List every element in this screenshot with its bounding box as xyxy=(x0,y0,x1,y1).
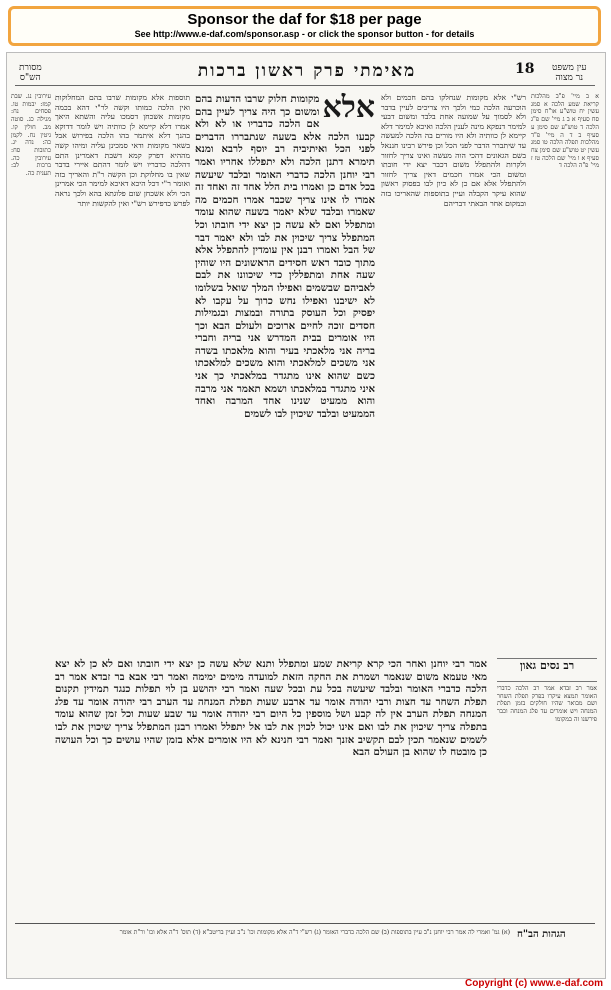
main-text-column xyxy=(195,93,375,653)
footer-rule xyxy=(15,923,595,924)
rav-nissim-column xyxy=(497,685,597,920)
rav-nissim-title: רב נסים גאון xyxy=(497,658,597,682)
page-number: 18 xyxy=(515,61,535,77)
lower-body-text: אמר רבי יוחנן ואחר הכי קרא קריאת שמע ומתפלל ותנא שלא עשה כן יצא ידי חובתו ואם לא כן לא יצא מאי טעמא משום שנאמר ושמרת את החקה הזאת למועדה מימים ימימה ואמר רבי אבא בר זבדא אמר רב הלכה כדברי האומר ובלבד שיעשה בכל עת ובכל שעה ואמר רבי יהושע בן לוי תפלות כנגד תמידין תקנום תפלת השחר עד חצות ורבי יהודה אומר עד ארבע שעות תפלת המנחה עד הערב רבי יהודה אומר עד פלג המנחה תפלת הערב אין לה קבע ושל מוספין כל היום רבי יהודה אומר עד שבע שעות וכל זמן שהוא עומד בתפלה צריך שיכוין את לבו ואם אינו יכול לכוין את לבו אל יתפלל ואמרו רבנן המתפלל צריך שיכוין את לבו לשמים שנאמר תכין לבם תקשיב אזנך ואמר רבי חנינא לא היו אומרים אלא בזמן שהיו עושים כך וכל העושה כן מובטח לו שהוא בן העולם הבא xyxy=(55,658,487,759)
gloss-label: הגהות הב"ח xyxy=(517,929,566,940)
footer-glosses xyxy=(15,929,510,973)
outer-left-margin xyxy=(11,93,51,913)
ein-mishpat-label: עין משפט נר מצוה xyxy=(552,63,587,83)
ein-mishpat-notes: א ב מיי' פ"ב מהלכות קריאת שמע הלכה א סמג עשין יח טוש"ע או"ח סימן סח סעיף א ב ג מיי' שם פ"ג הלכה ד טוש"ע שם סימן ע סעיף ב ד ה מיי' פ"ד מהלכות תפלה הלכה טו סמג עשין יט טוש"ע שם סימן צח סעיף א ו מיי' שם הלכה טז ז מיי' פ"ה הלכה ד xyxy=(531,93,599,170)
copyright-link[interactable]: Copyright (c) www.e-daf.com xyxy=(465,978,603,989)
masoret-hashas-label: מסורת הש"ס xyxy=(19,63,42,83)
sponsor-subline[interactable]: See http://www.e-daf.com/sponsor.asp - or click the sponsor button - for details xyxy=(134,29,475,39)
masoret-notes: עירובין נג. שבת קמז: יבמות טו. פסחים נח: מגילה כג. סוטה מב. חולין קו. גיטין נח. לקמן כה: נדה יג. כתובות סח: עירובין כה. ברכות לב: תענית כה. xyxy=(11,93,51,178)
chapter-title: מאימתי פרק ראשון ברכות xyxy=(197,61,417,81)
right-commentary-column xyxy=(381,93,526,653)
rashi-text: רש"י אלא מקומות שנחלקו בהם חכמים ולא הוכרעה הלכה כמי ולכך היו צריכים לעיין בדבר ולא לסמוך על שמועה אחת בלבד ומשום דבעי למימר דנפקא מינה לענין הלכה ואיכא למימר דלא קיימא לן כוותיה ולא היו מורים בה הלכה למעשה עד שיתברר הדבר לפני הכל וכן פירש רבינו חננאל בשם הגאונים דהכי הוה מעשה ואינו צריך לחזור ולקרות ולהתפלל משום דכבר יצא ידי חובתו ומשום הכי אמרו חכמים דאין צריך לחזור ולהתפלל אלא אם כן לא כיון לבו בפסוק ראשון שהוא עיקר הקבלה ועיין בתוספות שהאריכו בזה ובמקום אחר הבאתי דבריהם xyxy=(381,93,526,208)
footer-gloss-text: (א) גמ' ואמרי לה אמר רבי יוחנן נ"ב עיין בתוספות (ב) שם הלכה כדברי האומר (ג) רש"י ד"ה אלא מקומות וכו' נ"ב ועיין בריטב"א (ד) תוס' ד"ה אלא וכו' ור"ת אומר xyxy=(119,929,510,936)
main-body-text: מקומות חלוק שרבו הדעות בהם ומשום כך היה צריך לעיין בהם אם הלכה כדבריו או לא ולא קבעו הלכה אלא בשעה שנתבררו הדברים לפני הכל ואיתיביה רב יוסף לרבא ומנא תימרא דתנן הלכה ולא יתפללו אחריו ואמר רבי יוחנן הלכה כדברי האומר ובלבד שיעשה בכל אדם כן ואמרו בית הלל אחד זה ואחד זה אמרו לו אינו צריך שכבר אמרו חכמים מה שאמרו ובלבד שלא יאמר בשעה שהוא עומד ומתפלל ואם לא עשה כן יצא ידי חובתו וכל המתפלל צריך שיכוין את לבו ולא יאמר דבר של הבל ואמרו רבנן אין עומדין להתפלל אלא מתוך כובד ראש חסידים הראשונים היו שוהין שעה אחת ומתפללין כדי שיכוונו את לבם לאביהם שבשמים ואפילו המלך שואל בשלומו לא ישיבנו ואפילו נחש כרוך על עקבו לא יפסיק וכל העוסק בתורה ובמצות ובגמילות חסדים זוכה לחיים ארוכים ולעולם הבא וכך היו אומרים בבית המדרש אני בריה וחברי בריה אני מלאכתי בעיר והוא מלאכתו בשדה אני משכים למלאכתי והוא משכים למלאכתו כשם שהוא אינו מתגדר במלאכתי כך אני איני מתגדר במלאכתו ושמא תאמר אני מרבה והוא ממעיט שנינו אחד המרבה ואחד הממעיט ובלבד שיכוין לבו לשמים xyxy=(195,93,375,420)
left-commentary-column xyxy=(55,93,190,653)
opening-word: אלא xyxy=(322,93,375,125)
sponsor-banner[interactable] xyxy=(8,6,601,46)
tosafot-text: תוספות אלא מקומות שרבו בהם המחלוקות ואין הלכה כמותו וקשה לר"י דהא בכמה מקומות אשכחן דסמכו עליה והשתא היאך אמרו דלא קיימא לן כוותיה ויש לומר דדוקא בהנך דלא איתמר בהו הלכה בפירוש אבל בשאר מקומות ודאי סמכינן עליה ומיהו קשה מההיא דפרק קמא דשבת דאמרינן התם דהלכה כדבריו ויש לומר דהתם איירי בדבר שאין בו מחלוקת וכן הקשה ר"ת והאריך בזה ואומר ר"י דכל היכא דאיכא למימר הכי אמרינן הכי ולא אשכחן שום פלוגתא בהא ולכך נראה לפרש כדפירש רש"י ואין להקשות יותר xyxy=(55,93,190,208)
sponsor-headline[interactable]: Sponsor the daf for $18 per page xyxy=(187,11,422,28)
page-header xyxy=(7,61,605,83)
talmud-page xyxy=(6,52,606,979)
header-rule xyxy=(15,85,595,86)
lower-main-text xyxy=(55,658,487,920)
rav-nissim-text: אמר רב זבדא אמר רב הלכה כדברי האומר תמצא עיקרו בפרק תפלת השחר ושם מבואר שהיו חולקים בזמן תפלת המנחה ויש אומרים עד פלג המנחה וכבר פירשנו זה במקומו xyxy=(497,685,597,723)
outer-right-margin xyxy=(531,93,599,653)
